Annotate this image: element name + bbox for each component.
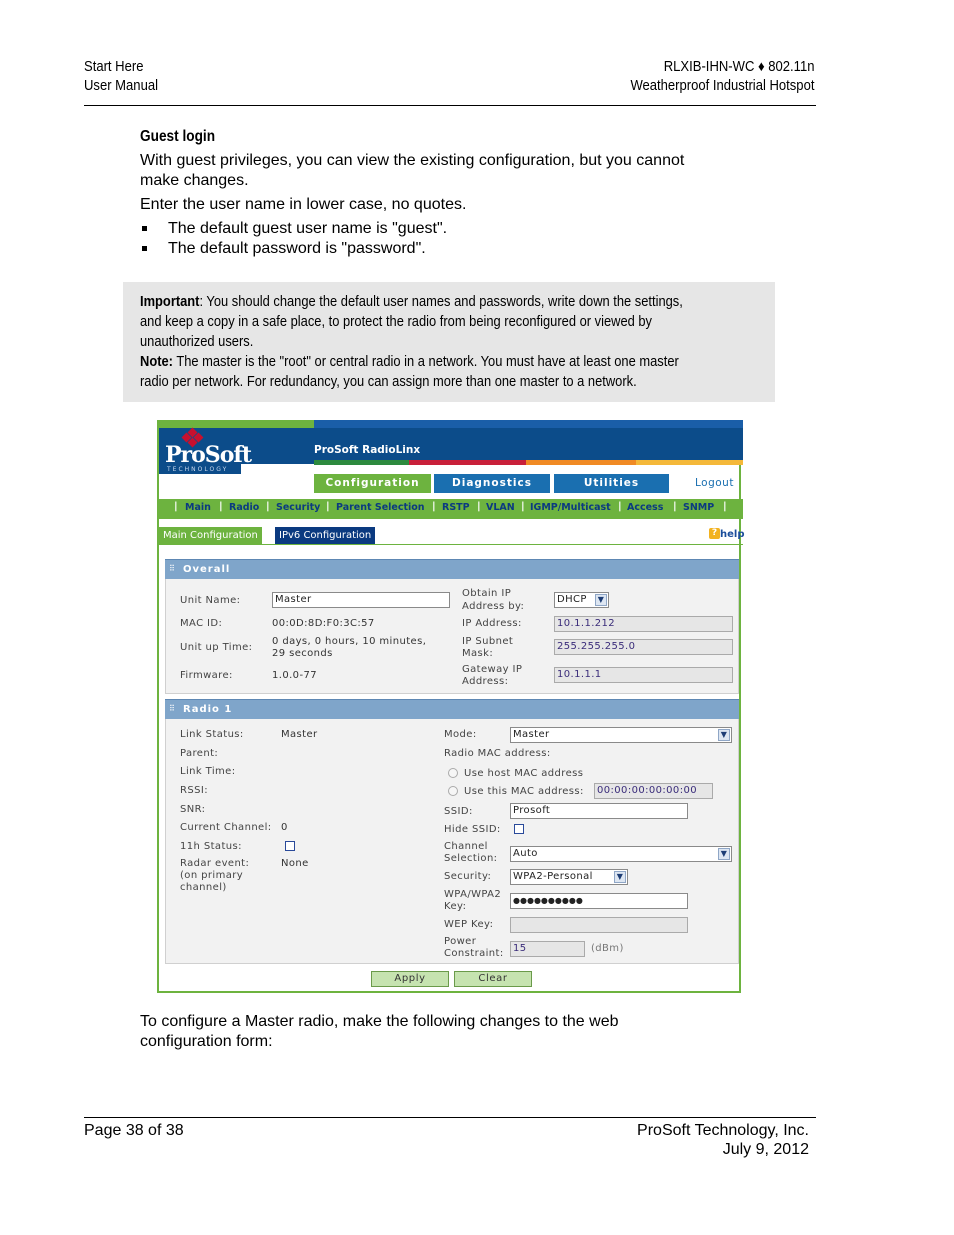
11h-status-checkbox[interactable] — [285, 841, 295, 851]
gateway-input[interactable]: 10.1.1.1 — [554, 667, 733, 683]
rssi-label: RSSI: — [180, 785, 208, 796]
clear-button[interactable]: Clear — [454, 971, 532, 987]
nav-separator: | — [673, 501, 677, 512]
power-constraint-input[interactable]: 15 — [510, 941, 585, 957]
use-host-mac-label: Use host MAC address — [464, 768, 584, 779]
color-stripe — [409, 460, 526, 465]
chevron-down-icon: ▼ — [614, 871, 626, 883]
after-line1: To configure a Master radio, make the following changes to the web — [140, 1013, 619, 1030]
product-name: ProSoft RadioLinx — [314, 444, 421, 456]
link-status-value: Master — [281, 729, 318, 740]
after-line2: configuration form: — [140, 1033, 273, 1050]
footer-rule — [84, 1117, 816, 1118]
color-stripe — [314, 460, 409, 465]
snr-label: SNR: — [180, 804, 206, 815]
unit-name-label: Unit Name: — [180, 595, 241, 606]
link-time-label: Link Time: — [180, 766, 236, 777]
hide-ssid-checkbox[interactable] — [514, 824, 524, 834]
ip-address-label: IP Address: — [462, 618, 522, 629]
para2: Enter the user name in lower case, no quotes. — [140, 196, 467, 213]
nav-igmp-multicast[interactable]: IGMP/Multicast — [530, 502, 611, 513]
security-label: Security: — [444, 871, 492, 882]
color-stripe — [526, 460, 636, 465]
hide-ssid-label: Hide SSID: — [444, 824, 501, 835]
nav-radio[interactable]: Radio — [229, 502, 260, 513]
header-product-model: RLXIB-IHN-WC ♦ 802.11n — [663, 59, 814, 75]
wpa-key-label-2: Key: — [444, 901, 467, 912]
unit-name-input[interactable]: Master — [272, 592, 450, 608]
para1-line2: make changes. — [140, 172, 249, 189]
power-unit: (dBm) — [591, 943, 624, 954]
channel-selection-label: Channel — [444, 841, 488, 852]
header-manual-type: User Manual — [84, 78, 158, 94]
current-channel-label: Current Channel: — [180, 822, 272, 833]
radiolinx-config-screenshot — [157, 420, 745, 993]
unit-uptime-line1: 0 days, 0 hours, 10 minutes, — [272, 636, 427, 647]
header-product-name: Weatherproof Industrial Hotspot — [629, 78, 814, 94]
nav-main[interactable]: Main — [185, 502, 211, 513]
banner-top-stripe-blue — [314, 420, 743, 428]
mode-label: Mode: — [444, 729, 477, 740]
footer-company: ProSoft Technology, Inc. — [637, 1122, 809, 1139]
subtab-ipv6-configuration[interactable]: IPv6 Configuration — [275, 527, 375, 544]
use-this-mac-radio[interactable] — [448, 786, 458, 796]
header-rule — [84, 105, 816, 106]
wpa-key-label: WPA/WPA2 — [444, 889, 502, 900]
nav-access[interactable]: Access — [627, 502, 664, 513]
11h-status-label: 11h Status: — [180, 841, 242, 852]
mac-id-label: MAC ID: — [180, 618, 223, 629]
chevron-down-icon: ▼ — [718, 729, 730, 741]
nav-separator: | — [266, 501, 270, 512]
ssid-label: SSID: — [444, 806, 473, 817]
channel-selection-select[interactable]: Auto ▼ — [510, 846, 732, 862]
link-status-label: Link Status: — [180, 729, 244, 740]
section-grip-icon: ⠿ — [169, 704, 175, 713]
chevron-down-icon: ▼ — [718, 848, 730, 860]
para1-line1: With guest privileges, you can view the existing configuration, but you cannot — [140, 152, 685, 169]
channel-selection-label-2: Selection: — [444, 853, 498, 864]
important-line2: and keep a copy in a safe place, to protect the radio from being reconfigured or viewed by — [140, 313, 653, 330]
gateway-label: Gateway IP — [462, 664, 523, 675]
wpa-key-input[interactable]: ●●●●●●●●●● — [510, 893, 688, 909]
section-grip-icon: ⠿ — [169, 564, 175, 573]
unit-uptime-line2: 29 seconds — [272, 648, 333, 659]
gateway-label-2: Address: — [462, 676, 509, 687]
bullet-guest-username: The default guest user name is "guest". — [168, 220, 448, 237]
nav-rstp[interactable]: RSTP — [442, 502, 470, 513]
chevron-down-icon: ▼ — [595, 594, 607, 606]
note-line1: Note: The master is the "root" or central radio in a network. You must have at least one master — [140, 353, 679, 370]
nav-separator: | — [723, 501, 727, 512]
note-line2: radio per network. For redundancy, you can assign more than one master to a network. — [140, 373, 637, 390]
obtain-ip-label-2: Address by: — [462, 601, 525, 612]
overall-section-header: Overall — [165, 559, 739, 579]
this-mac-input[interactable]: 00:00:00:00:00:00 — [594, 783, 713, 799]
use-host-mac-radio[interactable] — [448, 768, 458, 778]
subtab-main-configuration[interactable]: Main Configuration — [159, 527, 262, 544]
header-doc-type: Start Here — [84, 59, 144, 75]
ssid-input[interactable]: Prosoft — [510, 803, 688, 819]
tab-configuration[interactable]: Configuration — [314, 474, 431, 493]
section-heading: Guest login — [140, 128, 216, 145]
ip-address-input[interactable]: 10.1.1.212 — [554, 616, 733, 632]
tab-diagnostics[interactable]: Diagnostics — [434, 474, 550, 493]
current-channel-value: 0 — [281, 822, 288, 833]
radar-event-value: None — [281, 858, 309, 869]
nav-separator: | — [477, 501, 481, 512]
unit-uptime-label: Unit up Time: — [180, 642, 253, 653]
bullet-marker — [142, 226, 147, 231]
nav-snmp[interactable]: SNMP — [683, 502, 715, 513]
subnet-mask-input[interactable]: 255.255.255.0 — [554, 639, 733, 655]
footer-date: July 9, 2012 — [722, 1141, 809, 1158]
subtab-underline — [159, 544, 743, 545]
help-link[interactable]: help — [720, 529, 745, 540]
nav-parent-selection[interactable]: Parent Selection — [336, 502, 425, 513]
radio-mac-label: Radio MAC address: — [444, 748, 551, 759]
radar-event-label: Radar event: — [180, 858, 250, 869]
radio-section-header: Radio 1 — [165, 699, 739, 719]
radar-event-label-3: channel) — [180, 882, 227, 893]
power-constraint-label: Power — [444, 936, 477, 947]
firmware-value: 1.0.0-77 — [272, 670, 317, 681]
bullet-guest-password: The default password is "password". — [168, 240, 426, 257]
nav-separator: | — [174, 501, 178, 512]
wep-key-label: WEP Key: — [444, 919, 494, 930]
obtain-ip-label: Obtain IP — [462, 588, 512, 599]
power-constraint-label-2: Constraint: — [444, 948, 504, 959]
radar-event-label-2: (on primary — [180, 870, 244, 881]
mac-id-value: 00:0D:8D:F0:3C:57 — [272, 618, 375, 629]
nav-separator: | — [432, 501, 436, 512]
help-icon[interactable]: ? — [709, 528, 720, 539]
firmware-label: Firmware: — [180, 670, 233, 681]
nav-vlan[interactable]: VLAN — [486, 502, 515, 513]
nav-separator: | — [219, 501, 223, 512]
prosoft-logo-sub: TECHNOLOGY — [167, 466, 229, 473]
bullet-marker — [142, 246, 147, 251]
parent-label: Parent: — [180, 748, 219, 759]
apply-button[interactable]: Apply — [371, 971, 449, 987]
logout-link[interactable]: Logout — [695, 477, 734, 489]
nav-separator: | — [521, 501, 525, 512]
subnet-label-2: Mask: — [462, 648, 494, 659]
prosoft-logo: ProSoft — [165, 442, 251, 468]
subnet-label: IP Subnet — [462, 636, 514, 647]
nav-separator: | — [618, 501, 622, 512]
footer-page-number: Page 38 of 38 — [84, 1122, 184, 1139]
mode-select[interactable]: Master ▼ — [510, 727, 732, 743]
important-line3: unauthorized users. — [140, 333, 254, 350]
important-line1: Important: You should change the default user names and passwords, write down the settings, — [140, 293, 683, 310]
tab-utilities[interactable]: Utilities — [554, 474, 669, 493]
wep-key-input[interactable] — [510, 917, 688, 933]
color-stripe — [636, 460, 743, 465]
nav-separator: | — [326, 501, 330, 512]
use-this-mac-label: Use this MAC address: — [464, 786, 584, 797]
obtain-ip-select[interactable]: DHCP ▼ — [554, 592, 609, 608]
nav-security[interactable]: Security — [276, 502, 321, 513]
security-select[interactable]: WPA2-Personal ▼ — [510, 869, 628, 885]
